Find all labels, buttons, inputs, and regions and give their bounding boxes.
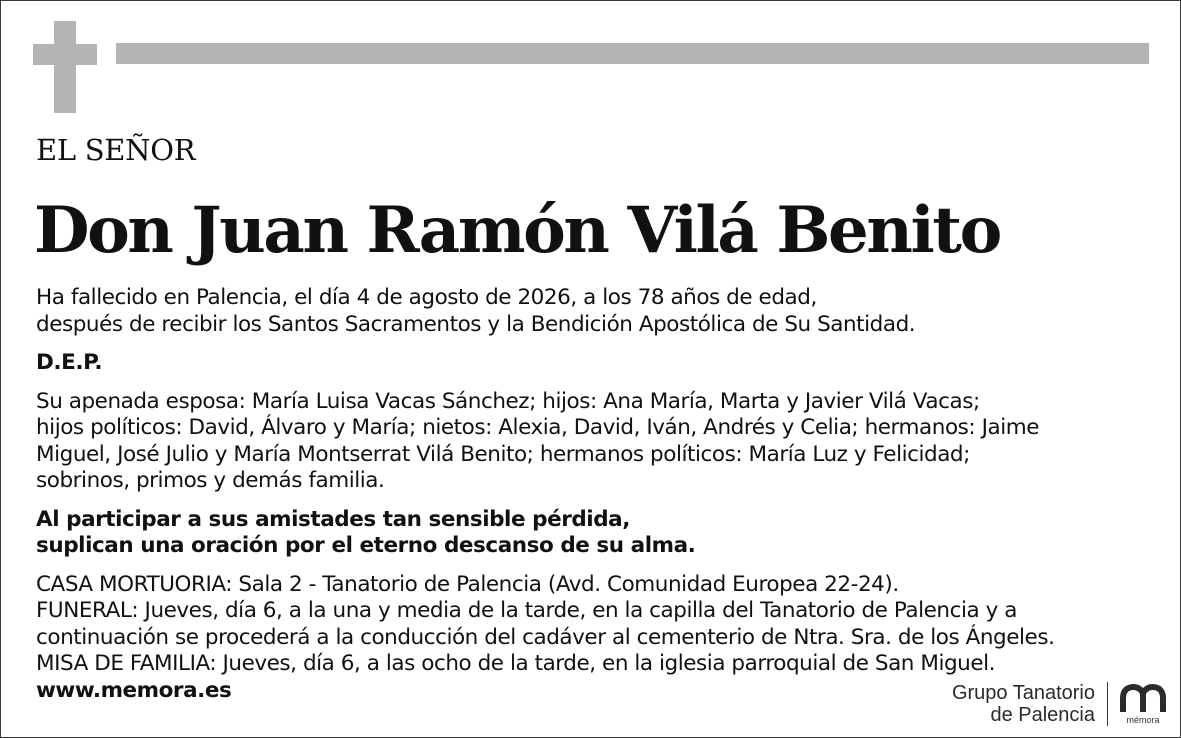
cross-icon xyxy=(54,21,76,113)
text-line: Su apenada esposa: María Luisa Vacas Sánchez; hijos: Ana María, Marta y Javier Vilá Vacas; xyxy=(36,388,980,414)
details-paragraph xyxy=(36,572,1146,678)
dep-label: D.E.P. xyxy=(36,350,103,375)
company-name-line: Grupo Tanatorio xyxy=(951,682,1095,704)
text-line: sobrinos, primos y demás familia. xyxy=(36,468,385,493)
text-line: continuación se procederá a la conducción del cadáver al cementerio de Ntra. Sra. de los Ángeles. xyxy=(36,624,1055,650)
text-line: hijos políticos: David, Álvaro y María; nietos: Alexia, David, Iván, Andrés y Celia; hermanos: Jaime xyxy=(36,415,1039,440)
text-line: Ha fallecido en Palencia, el día 4 de agosto de 2026, a los 78 años de edad, xyxy=(36,285,817,310)
text-line: CASA MORTUORIA: Sala 2 - Tanatorio de Palencia (Avd. Comunidad Europea 22-24). xyxy=(36,571,899,597)
memora-logo xyxy=(1120,684,1166,725)
header-rule xyxy=(116,43,1149,64)
intro-paragraph xyxy=(36,285,1146,338)
text-line: después de recibir los Santos Sacramentos y la Bendición Apostólica de Su Santidad. xyxy=(36,311,916,337)
footer-branding xyxy=(952,682,1166,726)
text-line: suplican una oración por el eterno descanso de su alma. xyxy=(36,533,696,558)
company-name xyxy=(952,682,1107,726)
deceased-name: Don Juan Ramón Vilá Benito xyxy=(34,193,1000,268)
deceased-prefix: EL SEÑOR xyxy=(36,133,196,167)
text-line: Miguel, José Julio y María Montserrat Vilá Benito; hermanos políticos: María Luz y Felicidad; xyxy=(36,441,970,467)
website-link[interactable]: www.memora.es xyxy=(36,677,232,703)
footer-divider xyxy=(1107,682,1108,726)
memora-m-icon xyxy=(1120,684,1166,714)
cross-icon-bar xyxy=(33,44,97,65)
family-paragraph xyxy=(36,389,1146,495)
logo-wordmark: mémora xyxy=(1126,714,1160,725)
text-line: Al participar a sus amistades tan sensible pérdida, xyxy=(36,506,630,532)
appeal-paragraph xyxy=(36,507,1146,560)
text-line: MISA DE FAMILIA: Jueves, día 6, a las ocho de la tarde, en la iglesia parroquial de San Miguel. xyxy=(36,651,996,676)
text-line: FUNERAL: Jueves, día 6, a la una y media de la tarde, en la capilla del Tanatorio de Palencia y a xyxy=(36,598,1017,623)
notice-body xyxy=(36,285,1146,704)
company-name-line: de Palencia xyxy=(990,704,1095,726)
